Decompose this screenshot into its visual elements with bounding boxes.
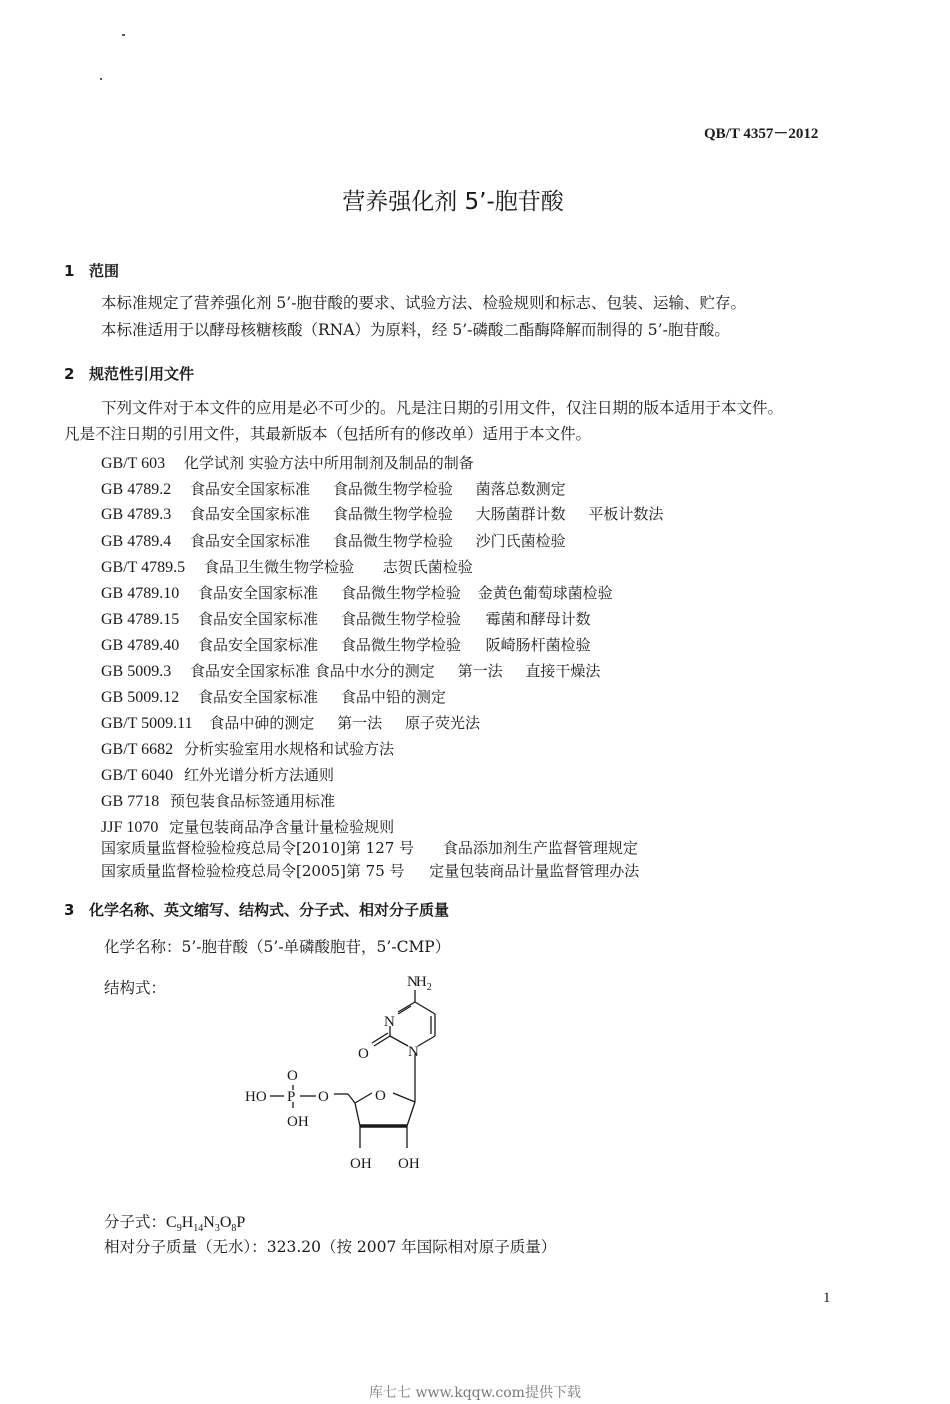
page-title: 营养强化剂 5’-胞苷酸 [342,189,564,215]
reference-item [101,452,474,473]
reference-item [101,530,566,551]
reference-code: GB/T 603 [101,455,166,472]
atom-n1: N [408,1044,419,1060]
atom-carbonyl-o: O [358,1046,369,1062]
atom-phosphoryl-o: O [287,1068,298,1084]
reference-title: 霉菌和酵母计数 [485,610,591,628]
download-watermark: 库七七 www.kqqw.com提供下载 [369,1385,581,1401]
atom-n3: N [384,1014,395,1030]
scan-speck [122,34,125,36]
hydroxyl-group: OH [398,1156,420,1172]
paragraph: 凡是不注日期的引用文件，其最新版本（包括所有的修改单）适用于本文件。 [64,425,592,443]
reference-title: 食品安全国家标准 [198,636,319,654]
reference-item [101,478,566,499]
atom-bridge-o: O [318,1089,329,1105]
paragraph: 本标准规定了营养强化剂 5’-胞苷酸的要求、试验方法、检验规则和标志、包装、运输、贮存。 [101,294,746,312]
reference-item [101,860,639,881]
reference-title: 食品安全国家标准 [190,480,311,498]
reference-title: 食品微生物学检验 [340,584,461,602]
reference-code: GB/T 6040 [101,767,174,784]
reference-title: 食品微生物学检验 [340,610,461,628]
reference-item [101,816,394,837]
reference-item [101,556,473,577]
reference-item [101,608,591,629]
reference-item [101,790,335,811]
reference-title: 食品安全国家标准 [190,505,311,523]
section-number: 3 [64,901,75,919]
atom-ring-o: O [375,1088,386,1104]
reference-title: 食品添加剂生产监督管理规定 [442,839,638,857]
reference-item [101,634,591,655]
reference-title: 食品微生物学检验 [332,505,453,523]
reference-title: 食品安全国家标准 [190,532,311,550]
reference-title: 志贺氏菌检验 [382,558,473,576]
reference-title: 食品中砷的测定 [209,714,315,732]
reference-title: 直接干燥法 [525,662,601,680]
reference-title: 沙门氏菌检验 [475,532,566,550]
reference-code: JJF 1070 [101,819,159,836]
reference-code: GB 7718 [101,793,160,810]
hydroxyl-group: OH [287,1114,309,1130]
section-2-heading [64,363,194,384]
reference-title: 红外光谱分析方法通则 [183,766,334,784]
reference-title: 原子荧光法 [404,714,480,732]
section-3-heading [64,899,449,920]
reference-title: 食品安全国家标准 食品中水分的测定 [190,662,435,680]
reference-code: GB 5009.3 [101,663,172,680]
reference-title: 第一法 [337,714,383,732]
reference-code: GB/T 6682 [101,741,174,758]
section-title: 化学名称、英文缩写、结构式、分子式、相对分子质量 [89,901,450,919]
reference-code: 国家质量监督检验检疫总局令[2005]第 75 号 [101,862,405,880]
section-1-heading [64,260,119,281]
hydroxyl-group: OH [350,1156,372,1172]
page-number: 1 [823,1290,831,1306]
molecular-mass: 相对分子质量（无水）：323.20（按 2007 年国际相对原子质量） [104,1238,557,1256]
reference-title: 化学试剂 实验方法中所用制剂及制品的制备 [183,454,474,472]
reference-title: 大肠菌群计数 [475,505,566,523]
section-number: 2 [64,365,75,383]
reference-item [101,660,600,681]
reference-title: 食品微生物学检验 [340,636,461,654]
reference-title: 第一法 [457,662,503,680]
structure-label: 结构式： [104,979,167,997]
reference-code: GB/T 5009.11 [101,715,193,732]
molecule-atoms [245,974,432,1172]
reference-title: 食品安全国家标准 [198,584,319,602]
reference-title: 定量包装商品计量监督管理办法 [429,862,640,880]
reference-item [101,764,334,785]
formula-label: 分子式： [104,1213,167,1231]
reference-title: 定量包装商品净含量计量检验规则 [169,818,395,836]
scan-speck [100,78,102,80]
paragraph: 本标准适用于以酵母核糖核酸（RNA）为原料，经 5’-磷酸二酯酶降解而制得的 5’-胞苷酸。 [101,321,730,339]
reference-title: 阪崎肠杆菌检验 [485,636,591,654]
reference-code: GB 4789.2 [101,481,172,498]
reference-item [101,503,663,524]
reference-code: GB 4789.4 [101,533,172,550]
reference-title: 分析实验室用水规格和试验方法 [183,740,394,758]
reference-code: GB 4789.10 [101,585,180,602]
section-number: 1 [64,262,75,280]
reference-code: GB/T 4789.5 [101,559,186,576]
formula-value: $C_9H_{14}N_3O_8P$ [166,1214,246,1235]
reference-title: 金黄色葡萄球菌检验 [477,584,613,602]
reference-title: 食品安全国家标准 [198,610,319,628]
reference-item [101,837,638,858]
reference-title: 食品卫生微生物学检验 [203,558,354,576]
reference-title: 食品微生物学检验 [332,532,453,550]
section-title: 范围 [89,262,120,280]
chemical-name: 化学名称：5’-胞苷酸（5’-单磷酸胞苷，5’-CMP） [104,938,451,956]
section-title: 规范性引用文件 [89,365,195,383]
standard-code: QB/T 4357－2012 [704,126,819,142]
reference-code: GB 4789.15 [101,611,180,628]
reference-title: 菌落总数测定 [475,480,566,498]
reference-code: 国家质量监督检验检疫总局令[2010]第 127 号 [101,839,415,857]
reference-item [101,686,446,707]
amine-group: $NH_2$ [407,974,432,993]
reference-item [101,712,480,733]
reference-item [101,738,394,759]
reference-code: GB 5009.12 [101,689,180,706]
structural-formula [240,968,470,1178]
reference-item [101,582,613,603]
atom-phosphorus: P [287,1089,296,1105]
paragraph: 下列文件对于本文件的应用是必不可少的。凡是注日期的引用文件，仅注日期的版本适用于本文件。 [101,399,784,417]
reference-title: 食品微生物学检验 [332,480,453,498]
hydroxyl-group: HO [245,1089,267,1105]
reference-title: 平板计数法 [588,505,664,523]
reference-title: 食品中铅的测定 [340,688,446,706]
reference-title: 食品安全国家标准 [198,688,319,706]
reference-title: 预包装食品标签通用标准 [170,792,336,810]
reference-code: GB 4789.3 [101,506,172,523]
reference-code: GB 4789.40 [101,637,180,654]
